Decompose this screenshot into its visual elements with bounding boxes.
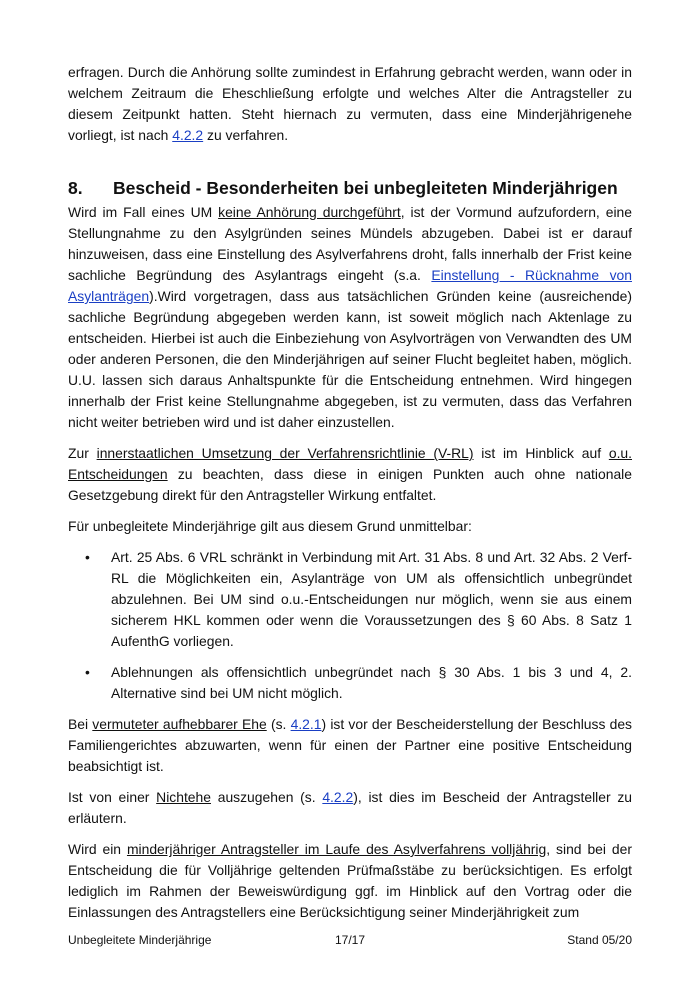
paragraph-aufhebbare-ehe (68, 714, 632, 777)
section-heading (68, 176, 632, 200)
intro-tail: zu verfahren. (203, 127, 289, 143)
bullet-list (68, 547, 632, 704)
para4-text-3: ) ist vor der Bescheiderstellung der Beschluss des Familiengerichtes abzuwarten, wenn für einen der Partner eine positive Entscheidung beabsichtigt ist. (68, 716, 632, 774)
para2-underlined-2: o.u. Entscheidungen (68, 445, 633, 482)
link-4-2-1[interactable]: 4.2.1 (290, 716, 322, 732)
paragraph-no-hearing (68, 202, 632, 433)
section-title: Bescheid - Besonderheiten bei unbegleiteten Minderjährigen (113, 178, 618, 198)
paragraph-volljaehrig (68, 839, 632, 923)
para5-text-2: auszugehen (s. (210, 789, 323, 805)
intro-text: erfragen. Durch die Anhörung sollte zumindest in Erfahrung gebracht werden, wann oder in welchem Zeitraum die Eheschließung erfolgte und welches Alter die Antragsteller zu diesem Zeitpunkt hatten. Steht hiernach zu vermuten, dass eine Minderjährigenehe vorliegt, ist nach (68, 64, 632, 143)
paragraph-v-rl (68, 443, 632, 506)
para6-text-1: Wird ein (68, 841, 127, 857)
para4-text-2: (s. (266, 716, 291, 732)
para5-underlined: Nichtehe (156, 789, 211, 805)
para5-text-3: ), ist dies im Bescheid der Antragsteller zu erläutern. (68, 789, 632, 826)
para1-underlined: keine Anhörung durchgeführt (218, 204, 401, 220)
link-einstellung-ruecknahme[interactable]: Einstellung - Rücknahme von Asylanträgen (68, 267, 632, 304)
para2-text-2: ist im Hinblick auf (473, 445, 609, 461)
para2-text-3: zu beachten, dass diese in einigen Punkten auch ohne nationale Gesetzgebung direkt für den Antragsteller Wirkung entfaltet. (68, 466, 632, 503)
bullet-dot: • (85, 549, 90, 565)
para5-text-1: Ist von einer (68, 789, 157, 805)
para6-text-2: , sind bei der Entscheidung die für Volljährige geltenden Prüfmaßstäbe zu berücksichtigen. Es erfolgt lediglich im Rahmen der Beweiswürdigung ggf. im Hinblick auf den Vortrag oder die Einlassungen des Antragstellers eine Berücksichtigung seiner Minderjährigkeit zum (68, 841, 632, 920)
para2-underlined-1: innerstaatlichen Umsetzung der Verfahrensrichtlinie (V-RL) (96, 445, 474, 461)
intro-paragraph (68, 62, 632, 146)
page-footer (68, 932, 632, 948)
bullet-text: Art. 25 Abs. 6 VRL schränkt in Verbindung mit Art. 31 Abs. 8 und Art. 32 Abs. 2 Verf-RL die Möglichkeiten ein, Asylanträge von UM als offensichtlich unbegründet abzulehnen. Bei UM sind o.u.-Entscheidungen nur möglich, wenn sie aus einem sicherem HKL kommen oder wenn die Voraussetzungen des § 60 Abs. 8 Satz 1 AufenthG vorliegen. (111, 549, 632, 649)
list-item (68, 662, 632, 704)
section-number: 8. (68, 178, 83, 198)
para1-text-3: ).Wird vorgetragen, dass aus tatsächlichen Gründen keine (ausreichende) sachliche Begründung abgegeben werden kann, ist soweit möglich nach Aktenlage zu entscheiden. Hierbei ist auch die Einbeziehung von Asylvorträgen von Verwandten des UM oder anderen Personen, die den Minderjährigen auf seiner Flucht begleitet haben, möglich. U.U. lassen sich daraus Anhaltspunkte für die Entscheidung entnehmen. Wird hingegen innerhalb der Frist keine Stellungnahme abgegeben, ist zu vermuten, dass das Verfahren nicht weiter betrieben wird und ist daher einzustellen. (68, 288, 632, 430)
para4-underlined: vermuteter aufhebbarer Ehe (92, 716, 267, 732)
intro-link-4-2-2[interactable]: 4.2.2 (172, 127, 204, 143)
para4-text-1: Bei (68, 716, 93, 732)
bullet-dot: • (85, 664, 90, 680)
para2-text-1: Zur (68, 445, 97, 461)
para1-text-1: Wird im Fall eines UM (68, 204, 219, 220)
bullet-text: Ablehnungen als offensichtlich unbegründet nach § 30 Abs. 1 bis 3 und 4, 2. Alternative sind bei UM nicht möglich. (111, 664, 632, 701)
footer-title: Unbegleitete Minderjährige (68, 933, 212, 947)
paragraph-um-rule: Für unbegleitete Minderjährige gilt aus diesem Grund unmittelbar: (68, 518, 472, 534)
list-item (68, 547, 632, 652)
paragraph-nichtehe (68, 787, 632, 829)
page-number: 17/17 (334, 933, 366, 947)
footer-version: Stand 05/20 (567, 933, 632, 947)
link-4-2-2[interactable]: 4.2.2 (322, 789, 354, 805)
para1-text-2: , ist der Vormund aufzufordern, eine Stellungnahme zu den Asylgründen seines Mündels abzugeben. Dabei ist er darauf hinzuweisen, dass eine Einstellung des Asylverfahrens droht, falls innerhalb der Frist keine sachliche Begründung des Asylantrags eingeht (s.a. (68, 204, 632, 283)
para6-underlined: minderjähriger Antragsteller im Laufe des Asylverfahrens volljährig (126, 841, 547, 857)
